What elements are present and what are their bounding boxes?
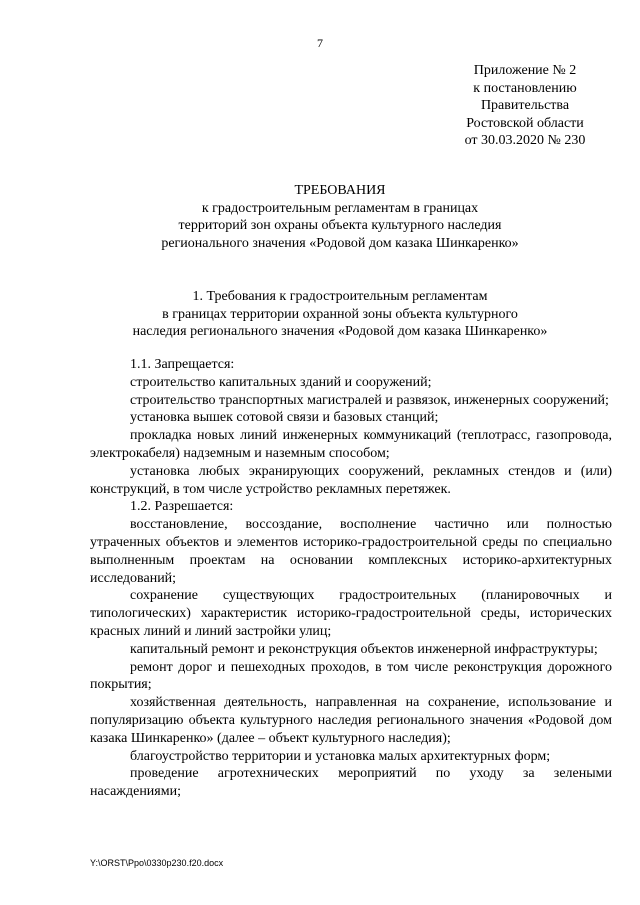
paragraph: 1.2. Разрешается: [130,499,234,515]
title-heading: ТРЕБОВАНИЯ [294,183,386,198]
body-text [90,356,612,801]
document-title [60,182,620,252]
paragraph: благоустройство территории и установка малых архитектурных форм; [130,748,551,764]
title-line: регионального значения «Родовой дом казака Шинкаренко» [161,235,519,251]
paragraph: строительство капитальных зданий и сооружений; [130,374,432,390]
paragraph: сохранение существующих градостроительных (планировочных и типологических) характеристик историко-градостроительной среды, исторических красных линий и линий застройки улиц; [90,588,612,639]
appendix-line: от 30.03.2020 № 230 [464,133,586,148]
appendix-line: Правительства [480,98,570,113]
paragraph: строительство транспортных магистралей и развязок, инженерных сооружений; [130,392,609,408]
section-heading-line: наследия регионального значения «Родовой дом казака Шинкаренко» [132,324,548,339]
paragraph: капитальный ремонт и реконструкция объектов инженерной инфраструктуры; [130,641,598,657]
section-heading-line: 1. Требования к градостроительным регламентам [192,289,488,304]
title-line: территорий зон охраны объекта культурного наследия [178,218,502,233]
appendix-line: к постановлению [473,80,577,96]
section-heading-line: в границах территории охранной зоны объекта культурного [162,306,518,322]
paragraph: хозяйственная деятельность, направленная на сохранение, использование и популяризацию объекта культурного наследия регионального значения «Родовой дом казака Шинкаренко» (далее – объект культурного наследия); [90,695,612,746]
paragraph: ремонт дорог и пешеходных проходов, в том числе реконструкция дорожного покрытия; [90,659,612,693]
paragraph: восстановление, воссоздание, восполнение частично или полностью утраченных объектов и элементов историко-градостроительной среды по специально выполненным проектам на основании комплексных историко-архитектурных исследований; [90,517,612,586]
paragraph: 1.1. Запрещается: [130,357,235,372]
appendix-line: Приложение № 2 [473,63,577,78]
appendix-line: Ростовской области [466,115,584,131]
paragraph: установка любых экранирующих сооружений, рекламных стендов и (или) конструкций, в том числе устройство рекламных перетяжек. [90,463,612,497]
paragraph: установка вышек сотовой связи и базовых станций; [130,410,439,426]
paragraph: прокладка новых линий инженерных коммуникаций (теплотрасс, газопровода, электрокабеля) надземным и наземным способом; [90,428,612,461]
paragraph: проведение агротехнических мероприятий по уходу за зелеными насаждениями; [90,766,612,800]
title-line: к градостроительным регламентам в границах [201,200,479,216]
page-number: 7 [317,36,323,50]
section-heading [60,288,620,341]
footer-file-path: Y:\ORST\Ppo\0330p230.f20.docx [90,858,224,868]
appendix-header [430,62,620,150]
